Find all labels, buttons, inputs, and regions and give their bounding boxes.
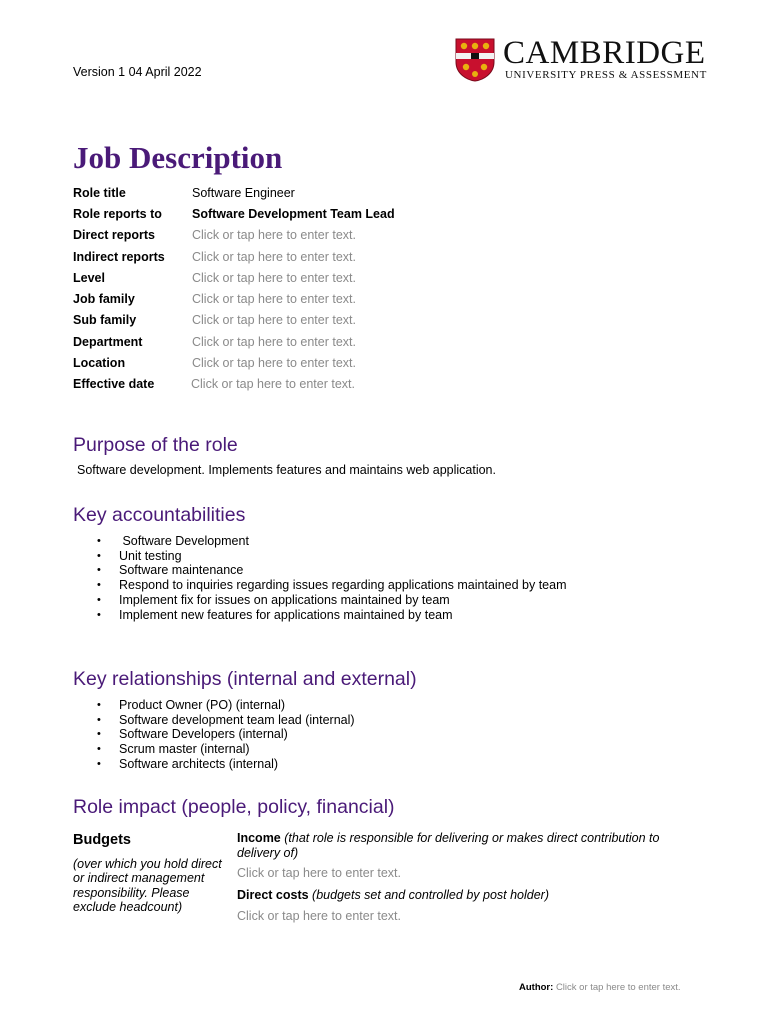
info-label: Sub family — [73, 313, 137, 328]
role-info-table — [73, 182, 493, 395]
info-label: Job family — [73, 292, 135, 307]
info-label: Level — [73, 270, 105, 285]
info-value-placeholder[interactable]: Click or tap here to enter text. — [192, 313, 356, 328]
logo-subtitle: UNIVERSITY PRESS & ASSESSMENT — [505, 69, 707, 81]
info-row-level — [73, 267, 493, 288]
info-row-job-family — [73, 288, 493, 309]
info-label: Location — [73, 356, 126, 371]
accountabilities-list — [73, 534, 693, 622]
cambridge-crest-icon — [455, 38, 495, 82]
relationships-heading: Key relationships (internal and external) — [73, 668, 417, 690]
income-block — [237, 831, 697, 924]
logo-wordmark: CAMBRIDGE — [503, 35, 706, 71]
info-label: Role reports to — [73, 206, 162, 221]
info-value[interactable]: Software Development Team Lead — [192, 206, 395, 221]
purpose-heading: Purpose of the role — [73, 434, 238, 456]
budgets-description: (over which you hold direct or indirect management responsibility. Please exclude headcount) — [73, 857, 222, 914]
list-item: • Software architects (internal) — [73, 757, 693, 772]
info-row-effective-date — [73, 374, 493, 395]
info-row-direct-reports — [73, 225, 493, 246]
list-item: • Respond to inquiries regarding issues regarding applications maintained by team — [73, 578, 693, 593]
relationships-list — [73, 698, 693, 772]
info-value-placeholder[interactable]: Click or tap here to enter text. — [192, 356, 356, 371]
list-item: • Implement new features for applications maintained by team — [73, 608, 693, 623]
direct-costs-label: Direct costs — [237, 888, 309, 903]
info-row-indirect-reports — [73, 246, 493, 267]
info-value[interactable]: Software Engineer — [192, 185, 295, 200]
income-description: (that role is responsible for delivering or makes direct contribution to delivery of) — [237, 831, 660, 860]
income-label: Income — [237, 831, 281, 845]
list-item: • Software development team lead (internal) — [73, 713, 693, 728]
info-value-placeholder[interactable]: Click or tap here to enter text. — [192, 249, 356, 264]
list-item: • Scrum master (internal) — [73, 742, 693, 757]
direct-costs-value-placeholder[interactable]: Click or tap here to enter text. — [237, 908, 401, 923]
list-item: • Product Owner (PO) (internal) — [73, 698, 693, 713]
info-row-location — [73, 352, 493, 373]
list-item: • Unit testing — [73, 549, 693, 564]
direct-costs-description: (budgets set and controlled by post holder) — [312, 888, 549, 903]
purpose-text: Software development. Implements features and maintains web application. — [77, 463, 496, 477]
budgets-title: Budgets — [73, 832, 131, 848]
info-value-placeholder[interactable]: Click or tap here to enter text. — [191, 377, 355, 392]
cambridge-logo — [455, 35, 735, 82]
info-label: Effective date — [73, 377, 155, 392]
info-label: Role title — [73, 185, 126, 200]
list-item: • Implement fix for issues on applications maintained by team — [73, 593, 693, 608]
list-item: • Software maintenance — [73, 563, 693, 578]
version-date: Version 1 04 April 2022 — [73, 65, 202, 79]
income-line — [237, 831, 697, 860]
direct-costs-line — [237, 888, 697, 903]
impact-heading: Role impact (people, policy, financial) — [73, 796, 395, 818]
accountabilities-heading: Key accountabilities — [73, 504, 246, 526]
info-value-placeholder[interactable]: Click or tap here to enter text. — [192, 270, 356, 285]
author-value-placeholder[interactable]: Click or tap here to enter text. — [555, 982, 681, 993]
info-value-placeholder[interactable]: Click or tap here to enter text. — [192, 292, 356, 307]
info-label: Indirect reports — [73, 249, 165, 264]
info-row-reports-to — [73, 203, 493, 224]
info-label: Department — [73, 334, 143, 349]
info-label: Direct reports — [73, 228, 155, 243]
info-value-placeholder[interactable]: Click or tap here to enter text. — [192, 334, 356, 349]
author-label: Author: — [519, 982, 554, 993]
info-row-sub-family — [73, 310, 493, 331]
info-value-placeholder[interactable]: Click or tap here to enter text. — [192, 228, 356, 243]
info-row-role-title — [73, 182, 493, 203]
author-line — [519, 982, 681, 993]
list-item: • Software Development — [73, 534, 693, 549]
income-value-placeholder[interactable]: Click or tap here to enter text. — [237, 866, 401, 881]
list-item: • Software Developers (internal) — [73, 727, 693, 742]
info-row-department — [73, 331, 493, 352]
page-title: Job Description — [73, 140, 283, 175]
